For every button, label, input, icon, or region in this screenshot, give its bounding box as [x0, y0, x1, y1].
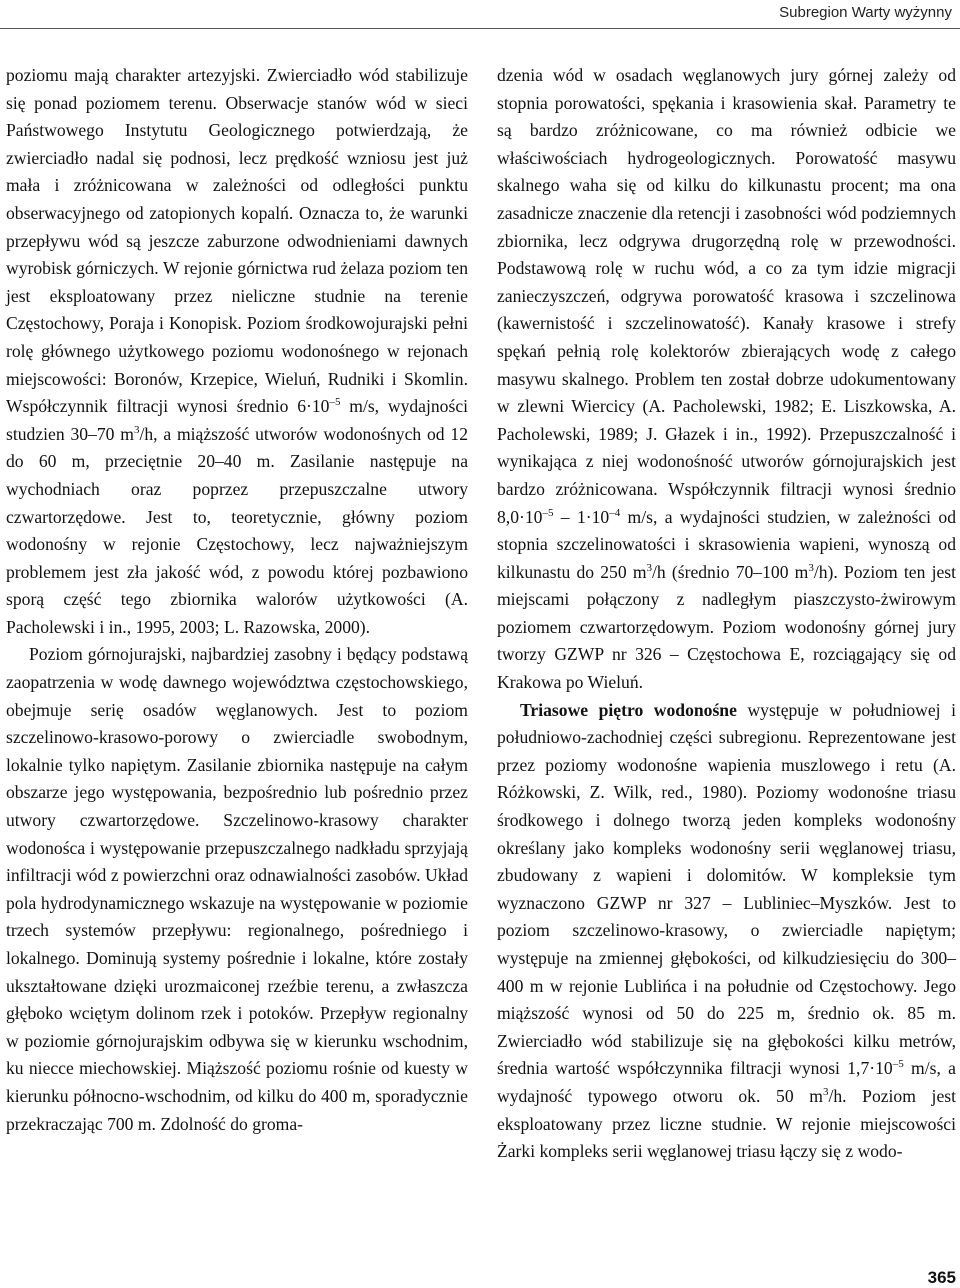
left-column [6, 62, 468, 1138]
text-run: m/s, a wydajność typowego otworu ok. 50 m [497, 1058, 956, 1106]
header-rule [0, 28, 960, 29]
running-title: Subregion Warty wyżynny [779, 4, 952, 21]
paragraph: Poziom górnojurajski, najbardziej zasobny i będący podstawą zaopatrzenia w wodę dawnego województwa częstochowskiego, obejmuje serię osadów węglanowych. Jest to poziom szczelinowo-krasowo-porowy o zwierciadle swobodnym, lokalnie tylko napiętym. Zasilanie zbiornika następuje na całym obszarze jego występowania, bezpośrednio lub pośrednio przez utwory czwartorzędowe. Szczelinowo-krasowy charakter wodonośca i występowanie przepuszczalnego nadkładu sprzyjają infiltracji wód z powierzchni oraz odnawialności zasobów. Układ pola hydrodynamicznego wskazuje na występowanie w poziomie trzech systemów przepływu: regionalnego, pośredniego i lokalnego. Dominują systemy pośrednie i lokalne, które zostały ukształtowane dzięki urozmaiconej rzeźbie terenu, a zwłaszcza głęboko wciętym dolinom rzek i potoków. Przepływ regionalny w poziomie górnojurajskim odbywa się w kierunku wschodnim, ku niecce miechowskiej. Miąższość poziomu rośnie od kuesty w kierunku północno-wschodnim, od kilku do 400 m, sporadycznie przekraczając 700 m. Zdolność do groma- [6, 644, 468, 1134]
superscript: 3 [646, 561, 653, 574]
right-column [497, 62, 956, 1166]
superscript: –5 [542, 506, 554, 519]
text-run: m/s, wydajności studzien 30–70 m [6, 396, 469, 444]
text-run: – 1·10 [553, 506, 610, 527]
paragraph [497, 62, 956, 697]
paragraph [497, 697, 956, 1166]
text-run: m/s, a wydajności studzien, w zależności od stopnia szczelinowatości i skrasowienia wapieni, wynoszą od kilkunastu do 250 m [497, 506, 956, 582]
superscript: 3 [808, 561, 814, 574]
superscript: 3 [133, 423, 140, 436]
text-run: występuje w południowej i południowo-zachodniej części subregionu. Reprezentowane jest przez poziomy wodonośne wapienia muszlowego i retu (A. Różkowski, Z. Wilk, red., 1980). Poziomy wodonośne triasu środkowego i dolnego tworzą jeden kompleks wodonośny określany jako kompleks wodonośny serii węglanowej triasu, zbudowany z wapieni i dolomitów. W kompleksie tym wyznaczono GZWP nr 327 – Lubliniec–Myszków. Jest to poziom szczelinowo-krasowy, o zwierciadle napiętym; występuje na zmiennej głębokości, od kilkudziesięciu do 300–400 m w rejonie Lublińca i na południe od Częstochowy. Jego miąższość wynosi od 50 do 225 m, średnio ok. 85 m. Zwierciadło wód stabilizuje się na głębokości kilku metrów, średnia wartość współczynnika filtracji wynosi 1,7·10 [497, 699, 956, 1079]
text-run: /h (średnio 70–100 m [652, 561, 809, 582]
superscript: –5 [329, 396, 341, 409]
section-heading: Triasowe piętro wodonośne [520, 699, 737, 720]
running-header [0, 0, 960, 32]
text-run: /h. Poziom jest eksploatowany przez liczne studnie. W rejonie miejscowości Żarki kompleks serii węglanowej triasu łączy się z wodo- [497, 1085, 956, 1162]
superscript: –5 [892, 1058, 904, 1071]
text-run: poziomu mają charakter artezyjski. Zwierciadło wód stabilizuje się ponad poziomem terenu. Obserwacje stanów wód w sieci Państwowego Instytutu Geologicznego potwierdzają, że zwierciadło nadal się podnosi, lecz prędkość wzniosu jest już mała i zróżnicowana w zależności od odległości punktu obserwacyjnego od zatopionych kopalń. Oznacza to, że warunki przepływu wód są jeszcze zaburzone odwodnieniami dawnych wyrobisk górniczych. W rejonie górnictwa rud żelaza poziom ten jest eksploatowany przez nieliczne studnie na terenie Częstochowy, Poraja i Konopisk. Poziom środkowojurajski pełni rolę głównego użytkowego poziomu wodonośnego w rejonach miejscowości: Boronów, Krzepice, Wieluń, Rudniki i Skomlin. Współczynnik filtracji wynosi średnio 6·10 [6, 65, 468, 417]
text-run: /h). Poziom ten jest miejscami połączony z nadległym piaszczysto-żwirowym poziomem czwartorzędowym. Poziom wodonośny górnej jury tworzy GZWP nr 326 – Częstochowa E, rozciągający się od Krakowa po Wieluń. [497, 561, 957, 693]
superscript: 3 [822, 1085, 829, 1098]
superscript: –4 [609, 506, 621, 519]
text-run: dzenia wód w osadach węglanowych jury górnej zależy od stopnia porowatości, spękania i krasowienia skał. Parametry te są bardzo zróżnicowane, co ma również odbicie we właściwościach hydrogeologicznych. Porowatość masywu skalnego waha się od kilku do kilkunastu procent; ma ona zasadnicze znaczenie dla retencji i zasobności wód podziemnych zbiornika, lecz odgrywa drugorzędną rolę w przewodności. Podstawową rolę w ruchu wód, a co za tym idzie migracji zanieczyszczeń, odgrywa porowatość krasowa i szczelinowa (kawernistość i szczelinowatość). Kanały krasowe i strefy spękań pełnią rolę kolektorów zbierających wodę z całego masywu skalnego. Problem ten został dobrze udokumentowany w zlewni Wiercicy (A. Pacholewski, 1982; E. Liszkowska, A. Pacholewski, 1989; J. Głazek i in., 1992). Przepuszczalność i wynikająca z niej wodonośność utworów górnojurajskich jest bardzo zróżnicowana. Współczynnik filtracji wynosi średnio 8,0·10 [497, 65, 956, 527]
paragraph [6, 62, 468, 641]
page-number: 365 [927, 1268, 956, 1287]
text-run: /h, a miąższość utworów wodonośnych od 12 do 60 m, przeciętnie 20–40 m. Zasilanie następuje na wychodniach oraz poprzez przepuszczalne utwory czwartorzędowe. Jest to, teoretycznie, główny poziom wodonośny w rejonie Częstochowy, lecz najważniejszym problemem jest zła jakość wód, z powodu której pozbawiono sporą część tego zbiornika walorów użytkowości (A. Pacholewski i in., 1995, 2003; L. Razowska, 2000). [6, 423, 468, 637]
